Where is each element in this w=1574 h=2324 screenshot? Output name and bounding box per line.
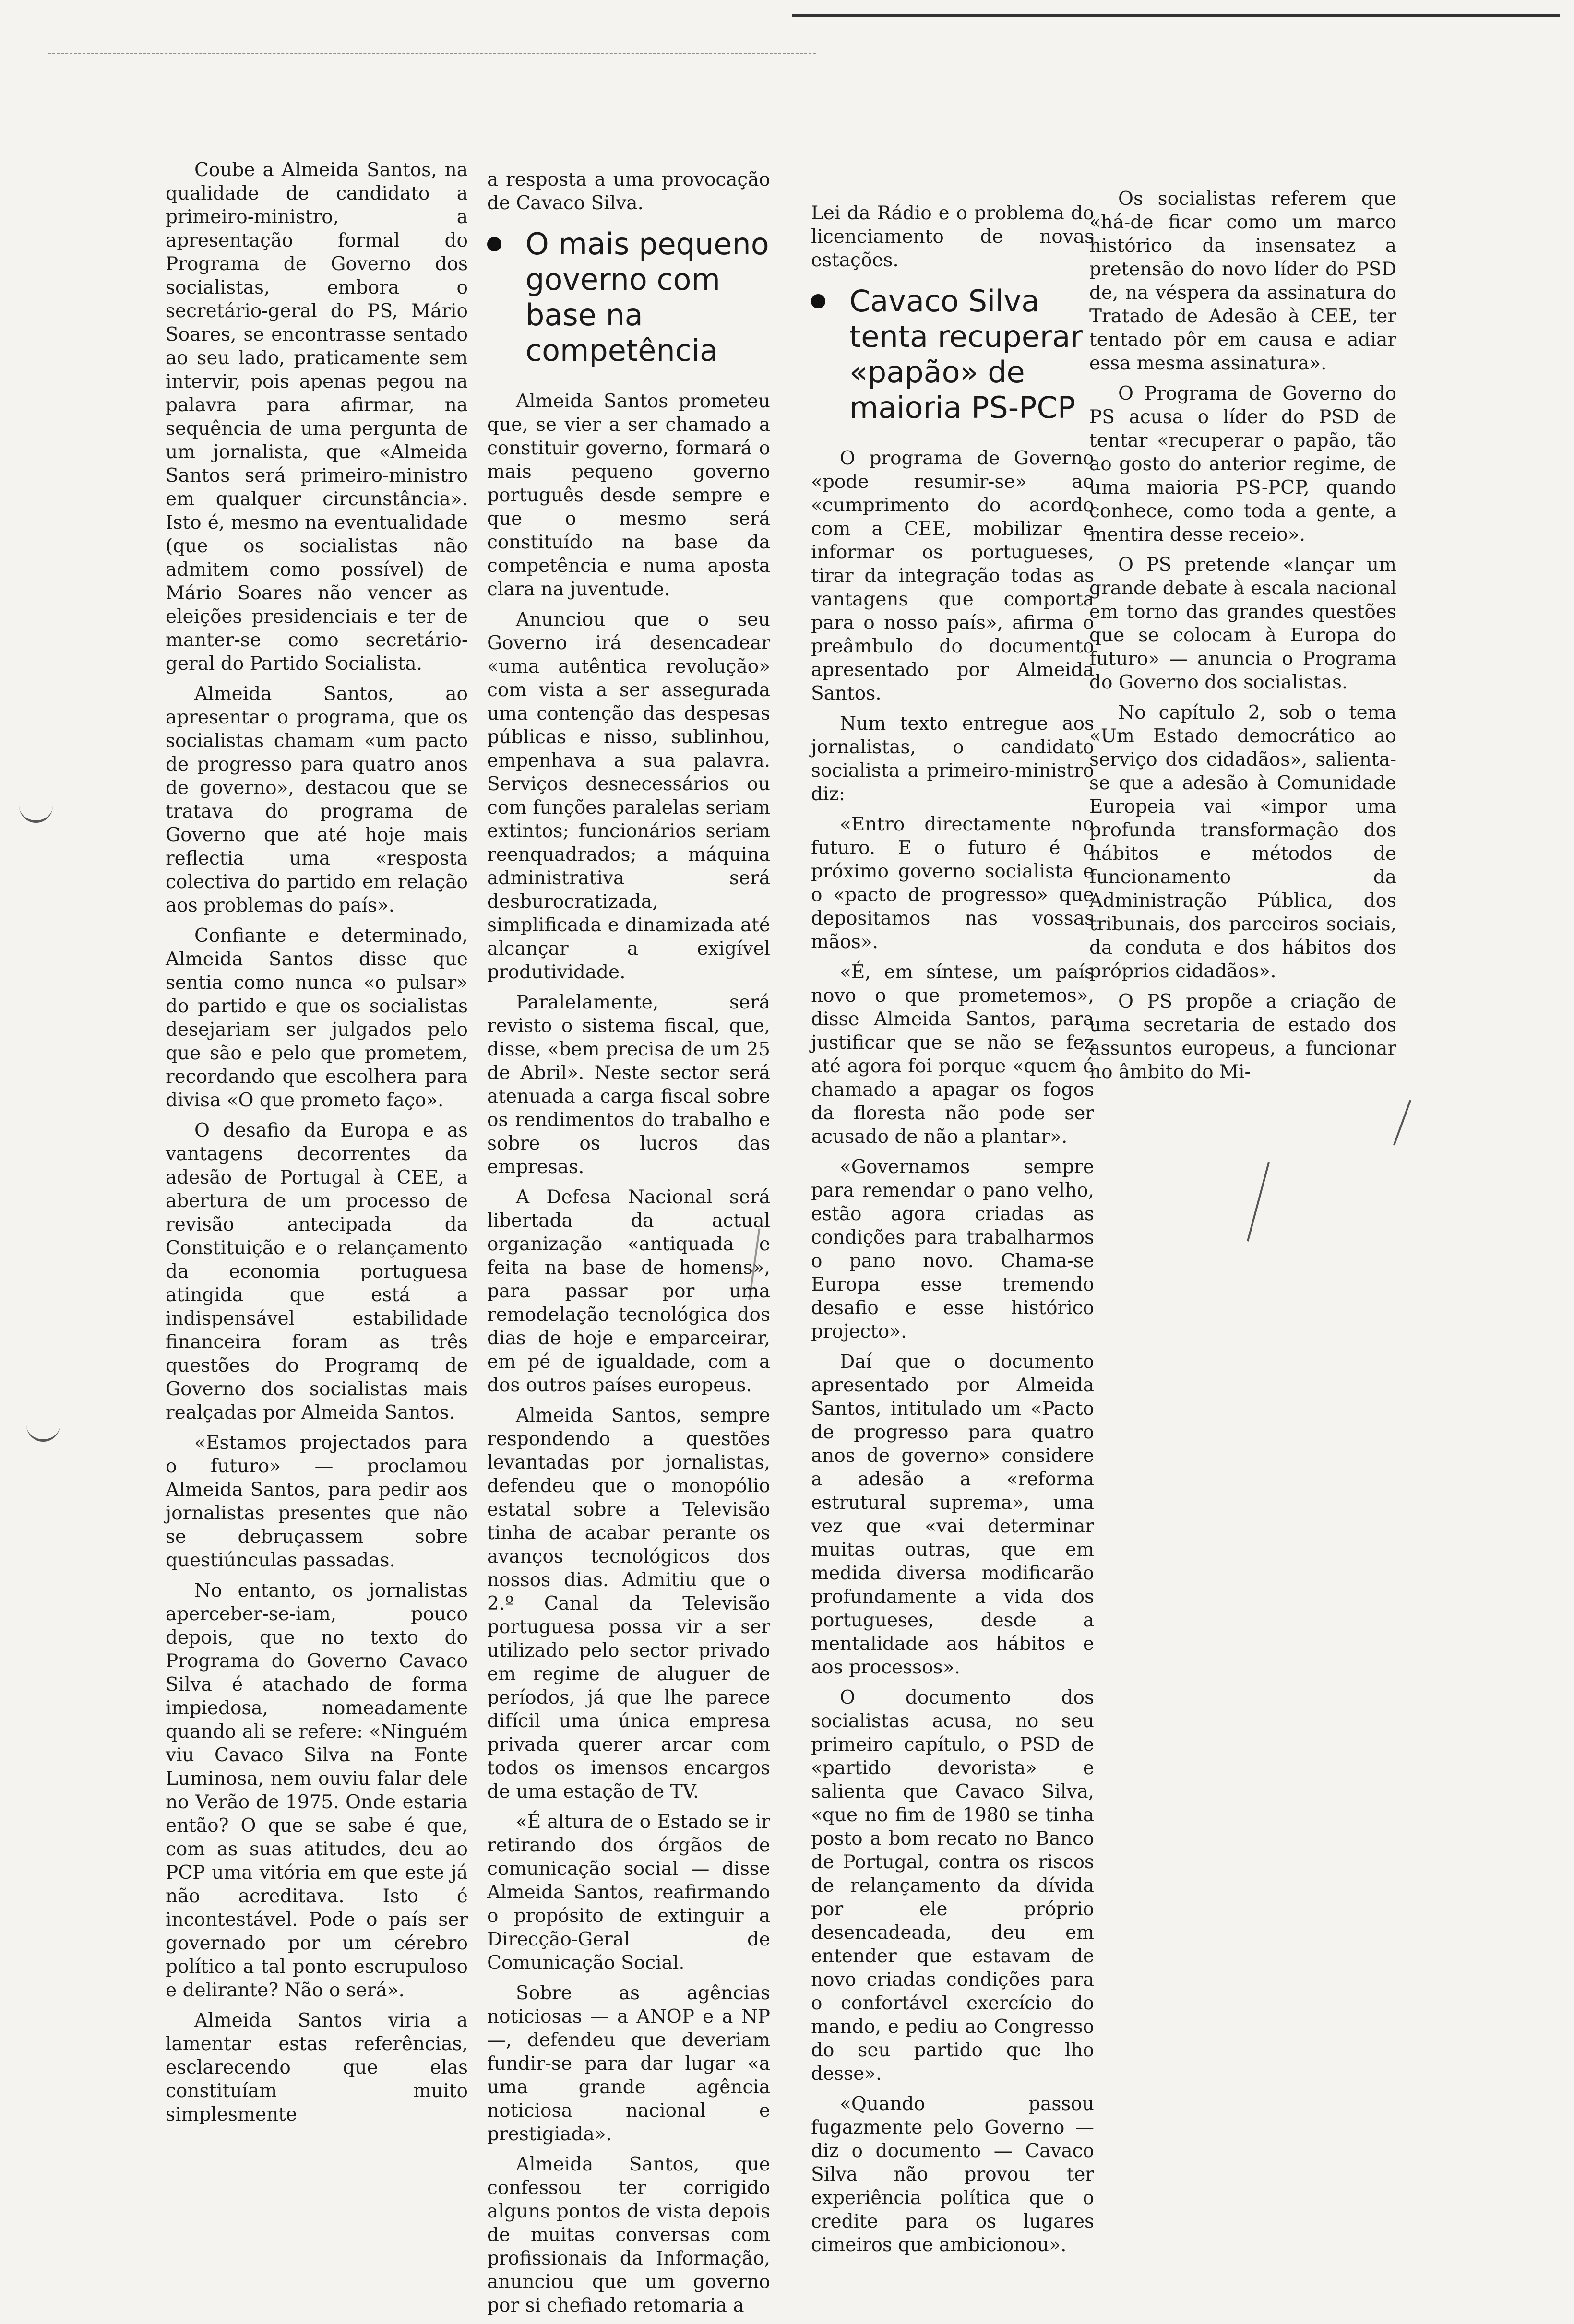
paragraph: A Defesa Nacional será libertada da actual organização «antiquada e feita na base de homens», para passar por uma remodelação tecnológica dos dias de hoje e emparceirar, em pé de igualdade, com a dos outros países europeus. bbox=[487, 1186, 770, 1396]
paragraph: Almeida Santos, ao apresentar o programa, que os socialistas chamam «um pacto de progresso para quatro anos de governo», destacou que se tratava do programa de Governo que até hoje mais reflectia uma «resposta colectiva do partido em relação aos problemas do país». bbox=[166, 683, 468, 916]
paragraph: Lei da Rádio e o problema do licenciamento de novas estações. bbox=[811, 202, 1094, 271]
paragraph: O PS propõe a criação de uma secretaria de estado dos assuntos europeus, a funcionar no âmbito do Mi- bbox=[1089, 991, 1396, 1083]
paragraph: «Estamos projectados para o futuro» — proclamou Almeida Santos, para pedir aos jornalistas presentes que não se debruçassem sobre questiúnculas passadas. bbox=[166, 1432, 468, 1571]
section-headline bbox=[487, 226, 770, 368]
paragraph: «Governamos sempre para remendar o pano velho, estão agora criadas as condições para trabalharmos o pano novo. Chama-se Europa esse tremendo desafio e esse histórico projecto». bbox=[811, 1156, 1094, 1342]
paragraph: No capítulo 2, sob o tema «Um Estado democrático ao serviço dos cidadãos», salienta-se que a adesão à Comunidade Europeia vai «impor uma profunda transformação dos hábitos e métodos de funcionamento da Administração Pública, dos tribunais, dos parceiros sociais, da conduta e dos hábitos dos próprios cidadãos». bbox=[1089, 702, 1396, 982]
paragraph: Sobre as agências noticiosas — a ANOP e a NP —, defendeu que deveriam fundir-se para dar lugar «a uma grande agência noticiosa nacional e prestigiada». bbox=[487, 1982, 770, 2145]
article-column-3 bbox=[811, 202, 1094, 2264]
headline-text: Cavaco Silva tenta recuperar «papão» de maioria PS-PCP bbox=[849, 284, 1083, 425]
paragraph: O documento dos socialistas acusa, no seu primeiro capítulo, o PSD de «partido devorista» e salienta que Cavaco Silva, «que no fim de 1980 se tinha posto a bom recato no Banco de Portugal, contra os riscos de relançamento da dívida por ele próprio desencadeada, deu em entender que estavam de novo criadas condições para o confortável exercício do mando, e pediu ao Congresso do seu partido que lho desse». bbox=[811, 1687, 1094, 2085]
paragraph: Anunciou que o seu Governo irá desencadear «uma autêntica revolução» com vista a ser assegurada uma contenção das despesas públicas e nisso, sublinhou, empenhava a sua palavra. Serviços desnecessários ou com funções paralelas seriam extintos; funcionários seriam reenquadrados; a máquina administrativa será desburocratizada, simplificada e dinamizada até alcançar a exigível produtividade. bbox=[487, 609, 770, 983]
pen-stroke bbox=[1393, 1100, 1411, 1145]
binding-mark bbox=[26, 1420, 60, 1442]
article-column-4 bbox=[1089, 187, 1396, 1091]
paragraph: O desafio da Europa e as vantagens decorrentes da adesão de Portugal à CEE, a abertura de um processo de revisão antecipada da Constituição e o relançamento da economia portuguesa atingida que está a indispensável estabilidade financeira foram as três questões do Programq de Governo dos socialistas mais realçadas por Almeida Santos. bbox=[166, 1120, 468, 1423]
paragraph: «Entro directamente no futuro. E o futuro é o próximo governo socialista e o «pacto de progresso» que depositamos nas vossas mãos». bbox=[811, 814, 1094, 953]
paragraph: O programa de Governo «pode resumir-se» ao «cumprimento do acordo com a CEE, mobilizar e informar os portugueses, tirar da integração todas as vantagens que comporta para o nosso país», afirma o preâmbulo do documento apresentado por Almeida Santos. bbox=[811, 448, 1094, 704]
headline-text: O mais pequeno governo com base na competência bbox=[525, 226, 769, 368]
top-rule bbox=[792, 14, 1560, 17]
paragraph: Confiante e determinado, Almeida Santos disse que sentia como nunca «o pulsar» do partido e que os socialistas desejariam ser julgados pelo que são e pelo que prometem, recordando que escolhera para divisa «O que prometo faço». bbox=[166, 925, 468, 1111]
paragraph: Almeida Santos viria a lamentar estas referências, esclarecendo que elas constituíam muito simplesmente bbox=[166, 2010, 468, 2125]
scan-artifact-line bbox=[48, 53, 816, 55]
paragraph: «É, em síntese, um país novo o que prometemos», disse Almeida Santos, para justificar que se não se fez até agora foi porque «quem é chamado a apagar os fogos da floresta não pode ser acusado de não a plantar». bbox=[811, 961, 1094, 1148]
paragraph: Almeida Santos prometeu que, se vier a ser chamado a constituir governo, formará o mais pequeno governo português desde sempre e que o mesmo será constituído na base da competência e numa aposta clara na juventude. bbox=[487, 391, 770, 600]
article-column-1 bbox=[166, 158, 468, 2133]
bullet-icon bbox=[811, 294, 825, 308]
paragraph: Daí que o documento apresentado por Almeida Santos, intitulado um «Pacto de progresso para quatro anos de governo» considere a adesão a «reforma estrutural suprema», uma vez que «vai determinar muitas outras, que em medida diversa modificarão profundamente a vida dos portugueses, desde a mentalidade aos hábitos e aos processos». bbox=[811, 1351, 1094, 1678]
paragraph: «É altura de o Estado se ir retirando dos órgãos de comunicação social — disse Almeida Santos, reafirmando o propósito de extinguir a Direcção-Geral de Comunicação Social. bbox=[487, 1811, 770, 1974]
pen-stroke bbox=[1247, 1162, 1270, 1241]
paragraph: a resposta a uma provocação de Cavaco Silva. bbox=[487, 169, 770, 214]
article-column-2 bbox=[487, 168, 770, 2324]
paragraph: Almeida Santos, que confessou ter corrigido alguns pontos de vista depois de muitas conversas com profissionais da Informação, anunciou que um governo por si chefiado retomaria a bbox=[487, 2154, 770, 2316]
paragraph: No entanto, os jornalistas aperceber-se-iam, pouco depois, que no texto do Programa do Governo Cavaco Silva é atachado de forma impiedosa, nomeadamente quando ali se refere: «Ninguém viu Cavaco Silva na Fonte Luminosa, nem ouviu falar dele no Verão de 1975. Onde estaria então? O que se sabe é que, com as suas atitudes, deu ao PCP uma vitória em que este já não acreditava. Isto é incontestável. Pode o país ser governado por um cérebro político a tal ponto escrupuloso e delirante? Não o será». bbox=[166, 1580, 468, 2001]
paragraph: Paralelamente, será revisto o sistema fiscal, que, disse, «bem precisa de um 25 de Abril». Neste sector será atenuada a carga fiscal sobre os rendimentos do trabalho e sobre os lucros das empresas. bbox=[487, 992, 770, 1178]
paragraph: O PS pretende «lançar um grande debate à escala nacional em torno das grandes questões que se colocam à Europa do futuro» — anuncia o Programa do Governo dos socialistas. bbox=[1089, 554, 1396, 693]
bullet-icon bbox=[487, 237, 501, 251]
paragraph: O Programa de Governo do PS acusa o líder do PSD de tentar «recuperar o papão, tão ao gosto do anterior regime, de uma maioria PS-PCP, quando conhece, como toda a gente, a mentira desse receio». bbox=[1089, 383, 1396, 545]
paragraph: Coube a Almeida Santos, na qualidade de candidato a primeiro-ministro, a apresentação formal do Programa de Governo dos socialistas, embora o secretário-geral do PS, Mário Soares, se encontrasse sentado ao seu lado, praticamente sem intervir, pois apenas pegou na palavra para afirmar, na sequência de uma pergunta de um jornalista, que «Almeida Santos será primeiro-ministro em qualquer circunstância». Isto é, mesmo na eventualidade (que os socialistas não admitem como possível) de Mário Soares não vencer as eleições presidenciais e ter de manter-se como secretário-geral do Partido Socialista. bbox=[166, 159, 468, 675]
paragraph: Almeida Santos, sempre respondendo a questões levantadas por jornalistas, defendeu que o monopólio estatal sobre a Televisão tinha de acabar perante os avanços tecnológicos dos nossos dias. Admitiu que o 2.º Canal da Televisão portuguesa possa vir a ser utilizado pelo sector privado em regime de aluguer de períodos, já que lhe parece difícil uma única empresa privada querer arcar com todos os imensos encargos de uma estação de TV. bbox=[487, 1405, 770, 1802]
paragraph: Num texto entregue aos jornalistas, o candidato socialista a primeiro-ministro diz: bbox=[811, 713, 1094, 805]
section-headline bbox=[811, 284, 1094, 426]
paragraph: Os socialistas referem que «há-de ficar como um marco histórico da insensatez a pretensão do novo líder do PSD de, na véspera da assinatura do Tratado de Adesão à CEE, ter tentado pôr em causa e adiar essa mesma assinatura». bbox=[1089, 188, 1396, 374]
binding-mark bbox=[19, 801, 53, 823]
paragraph: «Quando passou fugazmente pelo Governo — diz o documento — Cavaco Silva não provou ter experiência política que o credite para os lugares cimeiros que ambicionou». bbox=[811, 2093, 1094, 2256]
